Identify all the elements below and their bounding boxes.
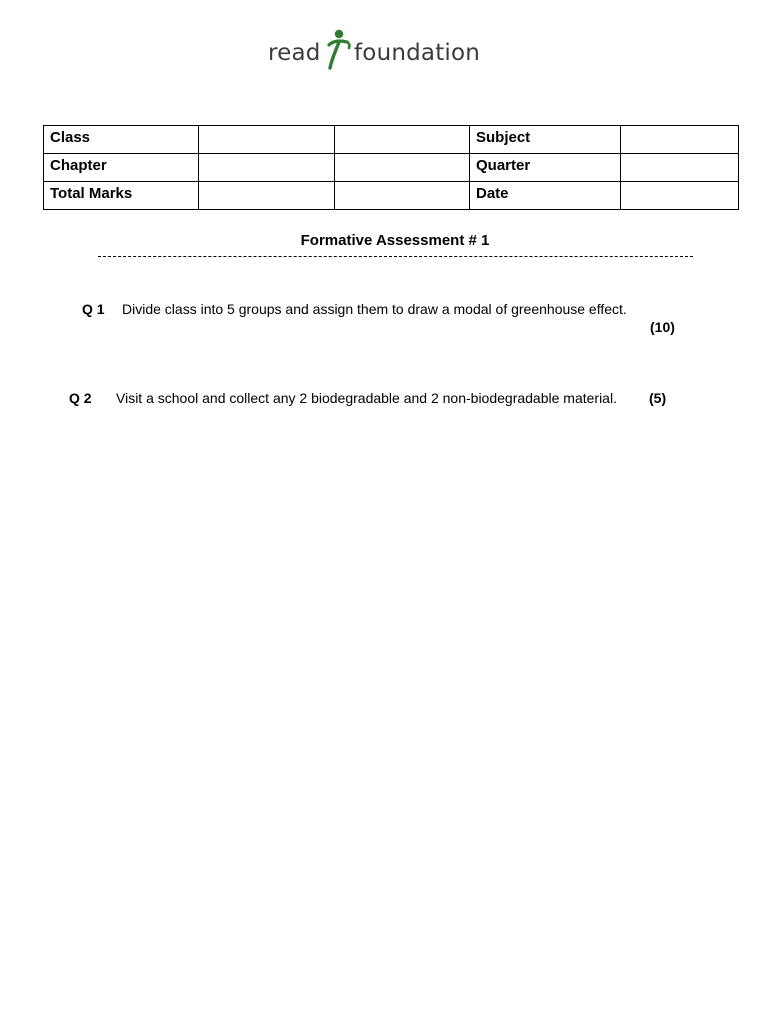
blank-cell[interactable] [335,126,470,154]
dashed-divider [98,256,693,257]
blank-cell[interactable] [335,154,470,182]
date-value-cell[interactable] [621,182,739,210]
total-marks-value-cell[interactable] [199,182,335,210]
question-2-marks: (5) [649,390,667,406]
question-1-text: Divide class into 5 groups and assign them to draw a modal of greenhouse effect. [122,301,627,317]
class-value-cell[interactable] [199,126,335,154]
class-label: Class [44,126,199,154]
question-1-number: Q 1 [82,301,105,317]
chapter-label: Chapter [44,154,199,182]
running-figure-icon [323,28,353,72]
page-title: Formative Assessment # 1 [300,232,490,249]
logo-word-foundation: foundation [354,40,481,66]
table-row [44,182,739,210]
chapter-value-cell[interactable] [199,154,335,182]
read-foundation-logo [268,28,498,72]
assessment-info-table [43,125,739,210]
logo-word-read: read [268,40,321,66]
table-row [44,126,739,154]
question-2-text: Visit a school and collect any 2 biodegradable and 2 non-biodegradable material. [116,390,617,406]
question-2-number: Q 2 [69,390,92,406]
question-1-marks: (10) [650,319,675,335]
quarter-label: Quarter [470,154,621,182]
table-row [44,154,739,182]
quarter-value-cell[interactable] [621,154,739,182]
total-marks-label: Total Marks [44,182,199,210]
subject-value-cell[interactable] [621,126,739,154]
date-label: Date [470,182,621,210]
blank-cell[interactable] [335,182,470,210]
subject-label: Subject [470,126,621,154]
